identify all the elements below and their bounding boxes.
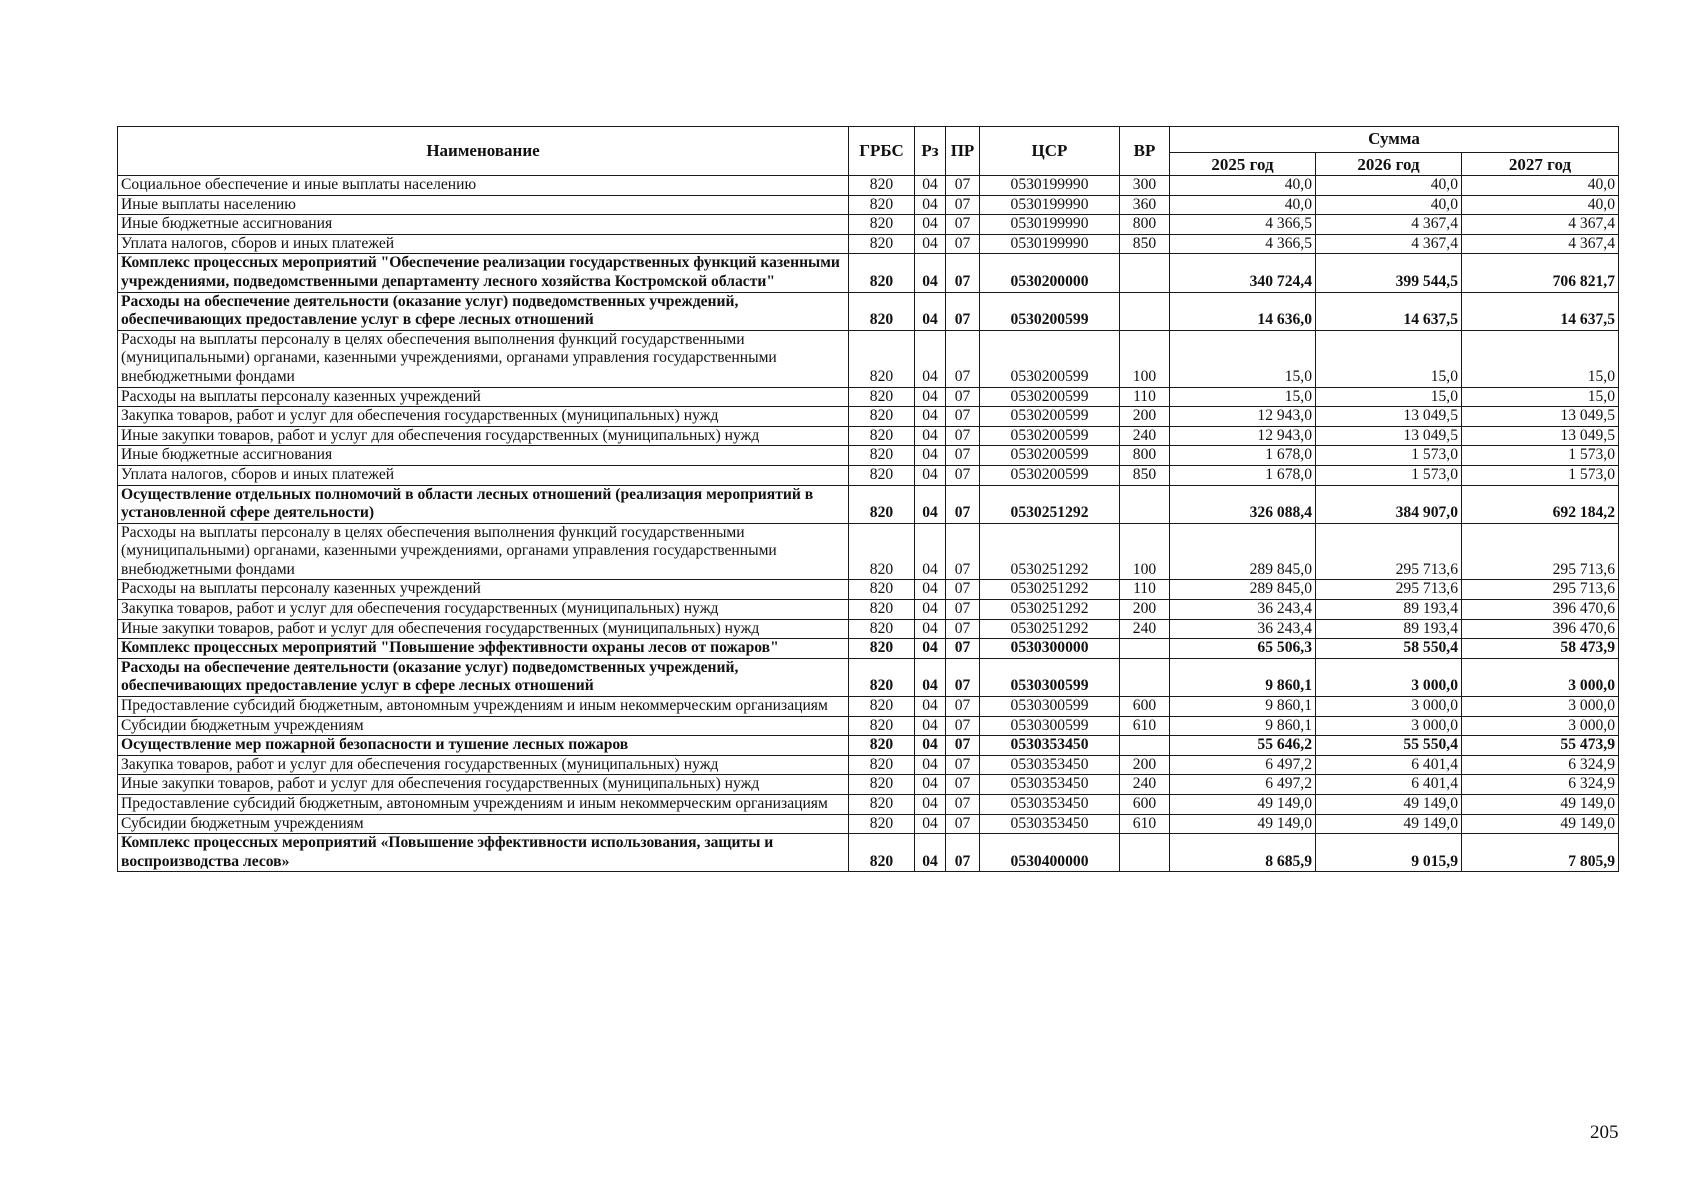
- row-pr: 07: [946, 387, 980, 407]
- row-grbs: 820: [849, 465, 915, 485]
- table-row: [118, 639, 1619, 659]
- row-pr: 07: [946, 195, 980, 215]
- table-row: [118, 234, 1619, 254]
- row-vr: [1120, 736, 1170, 756]
- row-sum-2026: 384 907,0: [1316, 485, 1462, 523]
- row-name: Социальное обеспечение и иные выплаты населению: [118, 176, 849, 196]
- header-year-2025: 2025 год: [1170, 153, 1316, 176]
- row-grbs: 820: [849, 697, 915, 717]
- row-sum-2026: 40,0: [1316, 195, 1462, 215]
- row-pr: 07: [946, 658, 980, 696]
- row-sum-2027: 13 049,5: [1462, 426, 1619, 446]
- row-sum-2026: 49 149,0: [1316, 795, 1462, 815]
- row-csr: 0530353450: [980, 775, 1120, 795]
- row-csr: 0530200599: [980, 407, 1120, 427]
- row-csr: 0530200599: [980, 292, 1120, 330]
- row-csr: 0530251292: [980, 485, 1120, 523]
- row-rz: 04: [915, 716, 946, 736]
- table-row: [118, 292, 1619, 330]
- row-grbs: 820: [849, 446, 915, 466]
- row-pr: 07: [946, 795, 980, 815]
- row-grbs: 820: [849, 795, 915, 815]
- row-sum-2027: 3 000,0: [1462, 697, 1619, 717]
- row-csr: 0530251292: [980, 619, 1120, 639]
- row-sum-2025: 15,0: [1170, 387, 1316, 407]
- row-sum-2026: 15,0: [1316, 387, 1462, 407]
- row-sum-2026: 13 049,5: [1316, 426, 1462, 446]
- row-sum-2025: 4 366,5: [1170, 215, 1316, 235]
- row-vr: 800: [1120, 446, 1170, 466]
- table-row: [118, 407, 1619, 427]
- row-rz: 04: [915, 619, 946, 639]
- row-vr: [1120, 834, 1170, 872]
- header-vr: ВР: [1120, 127, 1170, 176]
- row-pr: 07: [946, 407, 980, 427]
- row-grbs: 820: [849, 215, 915, 235]
- row-sum-2027: 40,0: [1462, 195, 1619, 215]
- row-sum-2025: 40,0: [1170, 195, 1316, 215]
- row-sum-2027: 295 713,6: [1462, 580, 1619, 600]
- row-grbs: 820: [849, 814, 915, 834]
- row-csr: 0530300000: [980, 639, 1120, 659]
- row-sum-2026: 15,0: [1316, 330, 1462, 387]
- row-vr: 610: [1120, 814, 1170, 834]
- row-rz: 04: [915, 658, 946, 696]
- row-rz: 04: [915, 215, 946, 235]
- row-rz: 04: [915, 600, 946, 620]
- row-grbs: 820: [849, 176, 915, 196]
- row-rz: 04: [915, 795, 946, 815]
- row-grbs: 820: [849, 736, 915, 756]
- row-grbs: 820: [849, 195, 915, 215]
- row-sum-2026: 6 401,4: [1316, 775, 1462, 795]
- row-name: Расходы на выплаты персоналу в целях обеспечения выполнения функций государственными (муниципальными) органами, казенными учреждениями, органами управления государственными внебюджетными фондами: [118, 330, 849, 387]
- row-name: Расходы на выплаты персоналу казенных учреждений: [118, 580, 849, 600]
- header-rz: Рз: [915, 127, 946, 176]
- row-sum-2027: 49 149,0: [1462, 814, 1619, 834]
- row-sum-2025: 9 860,1: [1170, 658, 1316, 696]
- row-csr: 0530200599: [980, 426, 1120, 446]
- table-row: [118, 716, 1619, 736]
- table-row: [118, 195, 1619, 215]
- row-csr: 0530300599: [980, 658, 1120, 696]
- row-name: Субсидии бюджетным учреждениям: [118, 814, 849, 834]
- row-sum-2027: 295 713,6: [1462, 523, 1619, 580]
- row-sum-2026: 89 193,4: [1316, 619, 1462, 639]
- row-sum-2025: 12 943,0: [1170, 407, 1316, 427]
- row-sum-2027: 6 324,9: [1462, 755, 1619, 775]
- header-csr: ЦСР: [980, 127, 1120, 176]
- row-sum-2026: 3 000,0: [1316, 658, 1462, 696]
- row-pr: 07: [946, 254, 980, 292]
- row-sum-2026: 399 544,5: [1316, 254, 1462, 292]
- table-row: [118, 580, 1619, 600]
- row-vr: 300: [1120, 176, 1170, 196]
- table-row: [118, 775, 1619, 795]
- row-name: Расходы на выплаты персоналу в целях обеспечения выполнения функций государственными (муниципальными) органами, казенными учреждениями, органами управления государственными внебюджетными фондами: [118, 523, 849, 580]
- row-name: Закупка товаров, работ и услуг для обеспечения государственных (муниципальных) нужд: [118, 755, 849, 775]
- row-grbs: 820: [849, 254, 915, 292]
- row-rz: 04: [915, 195, 946, 215]
- row-csr: 0530300599: [980, 697, 1120, 717]
- row-vr: 110: [1120, 387, 1170, 407]
- row-sum-2027: 706 821,7: [1462, 254, 1619, 292]
- row-csr: 0530200599: [980, 465, 1120, 485]
- row-sum-2025: 65 506,3: [1170, 639, 1316, 659]
- row-pr: 07: [946, 814, 980, 834]
- table-row: [118, 795, 1619, 815]
- table-body: [118, 176, 1619, 872]
- row-rz: 04: [915, 426, 946, 446]
- row-csr: 0530199990: [980, 195, 1120, 215]
- row-name: Комплекс процессных мероприятий "Обеспечение реализации государственных функций казенными учреждениями, подведомственными департаменту лесного хозяйства Костромской области": [118, 254, 849, 292]
- row-grbs: 820: [849, 600, 915, 620]
- row-pr: 07: [946, 292, 980, 330]
- row-sum-2025: 36 243,4: [1170, 600, 1316, 620]
- row-sum-2026: 58 550,4: [1316, 639, 1462, 659]
- row-sum-2026: 1 573,0: [1316, 446, 1462, 466]
- row-csr: 0530353450: [980, 736, 1120, 756]
- table-row: [118, 834, 1619, 872]
- row-grbs: 820: [849, 523, 915, 580]
- row-sum-2025: 49 149,0: [1170, 814, 1316, 834]
- row-name: Расходы на обеспечение деятельности (оказание услуг) подведомственных учреждений, обеспечивающих предоставление услуг в сфере лесных отношений: [118, 292, 849, 330]
- table-row: [118, 465, 1619, 485]
- row-csr: 0530251292: [980, 600, 1120, 620]
- row-pr: 07: [946, 330, 980, 387]
- row-name: Осуществление отдельных полномочий в области лесных отношений (реализация мероприятий в установленной сфере деятельности): [118, 485, 849, 523]
- row-pr: 07: [946, 176, 980, 196]
- row-name: Субсидии бюджетным учреждениям: [118, 716, 849, 736]
- row-name: Уплата налогов, сборов и иных платежей: [118, 234, 849, 254]
- row-sum-2027: 692 184,2: [1462, 485, 1619, 523]
- row-pr: 07: [946, 600, 980, 620]
- row-sum-2026: 1 573,0: [1316, 465, 1462, 485]
- row-csr: 0530353450: [980, 755, 1120, 775]
- row-sum-2027: 15,0: [1462, 387, 1619, 407]
- table-row: [118, 426, 1619, 446]
- row-csr: 0530200000: [980, 254, 1120, 292]
- row-grbs: 820: [849, 834, 915, 872]
- header-year-2026: 2026 год: [1316, 153, 1462, 176]
- row-sum-2026: 6 401,4: [1316, 755, 1462, 775]
- row-name: Расходы на обеспечение деятельности (оказание услуг) подведомственных учреждений, обеспечивающих предоставление услуг в сфере лесных отношений: [118, 658, 849, 696]
- header-name: Наименование: [118, 127, 849, 176]
- table-row: [118, 330, 1619, 387]
- row-grbs: 820: [849, 426, 915, 446]
- row-pr: 07: [946, 485, 980, 523]
- row-sum-2025: 12 943,0: [1170, 426, 1316, 446]
- row-sum-2027: 3 000,0: [1462, 658, 1619, 696]
- table-row: [118, 600, 1619, 620]
- row-vr: 800: [1120, 215, 1170, 235]
- row-sum-2026: 9 015,9: [1316, 834, 1462, 872]
- row-sum-2026: 295 713,6: [1316, 580, 1462, 600]
- row-sum-2026: 40,0: [1316, 176, 1462, 196]
- row-rz: 04: [915, 407, 946, 427]
- row-sum-2027: 15,0: [1462, 330, 1619, 387]
- row-vr: 200: [1120, 755, 1170, 775]
- row-sum-2026: 13 049,5: [1316, 407, 1462, 427]
- row-sum-2026: 3 000,0: [1316, 697, 1462, 717]
- row-sum-2027: 14 637,5: [1462, 292, 1619, 330]
- row-sum-2025: 36 243,4: [1170, 619, 1316, 639]
- row-rz: 04: [915, 485, 946, 523]
- row-rz: 04: [915, 465, 946, 485]
- row-name: Иные закупки товаров, работ и услуг для обеспечения государственных (муниципальных) нужд: [118, 426, 849, 446]
- row-rz: 04: [915, 234, 946, 254]
- row-csr: 0530300599: [980, 716, 1120, 736]
- row-sum-2025: 289 845,0: [1170, 523, 1316, 580]
- row-sum-2025: 1 678,0: [1170, 465, 1316, 485]
- row-name: Расходы на выплаты персоналу казенных учреждений: [118, 387, 849, 407]
- table-row: [118, 658, 1619, 696]
- table-row: [118, 254, 1619, 292]
- row-sum-2027: 396 470,6: [1462, 619, 1619, 639]
- row-name: Иные бюджетные ассигнования: [118, 215, 849, 235]
- row-grbs: 820: [849, 580, 915, 600]
- row-rz: 04: [915, 523, 946, 580]
- row-sum-2025: 9 860,1: [1170, 716, 1316, 736]
- row-name: Иные бюджетные ассигнования: [118, 446, 849, 466]
- row-vr: 200: [1120, 600, 1170, 620]
- table-row: [118, 523, 1619, 580]
- row-grbs: 820: [849, 387, 915, 407]
- row-sum-2025: 6 497,2: [1170, 775, 1316, 795]
- row-sum-2027: 1 573,0: [1462, 465, 1619, 485]
- row-sum-2026: 49 149,0: [1316, 814, 1462, 834]
- table-row: [118, 619, 1619, 639]
- row-csr: 0530353450: [980, 814, 1120, 834]
- row-pr: 07: [946, 639, 980, 659]
- row-csr: 0530400000: [980, 834, 1120, 872]
- row-csr: 0530251292: [980, 580, 1120, 600]
- table-row: [118, 814, 1619, 834]
- row-sum-2027: 58 473,9: [1462, 639, 1619, 659]
- row-rz: 04: [915, 387, 946, 407]
- row-rz: 04: [915, 697, 946, 717]
- header-year-2027: 2027 год: [1462, 153, 1619, 176]
- row-csr: 0530200599: [980, 330, 1120, 387]
- row-sum-2027: 396 470,6: [1462, 600, 1619, 620]
- row-vr: 850: [1120, 234, 1170, 254]
- table-row: [118, 176, 1619, 196]
- page-number: 205: [1590, 1122, 1619, 1143]
- row-pr: 07: [946, 755, 980, 775]
- row-name: Закупка товаров, работ и услуг для обеспечения государственных (муниципальных) нужд: [118, 600, 849, 620]
- row-sum-2025: 9 860,1: [1170, 697, 1316, 717]
- row-rz: 04: [915, 330, 946, 387]
- row-grbs: 820: [849, 658, 915, 696]
- row-rz: 04: [915, 446, 946, 466]
- row-vr: 240: [1120, 619, 1170, 639]
- row-pr: 07: [946, 697, 980, 717]
- row-vr: 600: [1120, 795, 1170, 815]
- row-grbs: 820: [849, 755, 915, 775]
- row-grbs: 820: [849, 330, 915, 387]
- row-rz: 04: [915, 580, 946, 600]
- row-sum-2027: 4 367,4: [1462, 215, 1619, 235]
- row-sum-2025: 1 678,0: [1170, 446, 1316, 466]
- row-rz: 04: [915, 176, 946, 196]
- row-sum-2027: 6 324,9: [1462, 775, 1619, 795]
- row-csr: 0530199990: [980, 176, 1120, 196]
- table-row: [118, 215, 1619, 235]
- row-sum-2025: 6 497,2: [1170, 755, 1316, 775]
- row-vr: 360: [1120, 195, 1170, 215]
- table-row: [118, 446, 1619, 466]
- row-csr: 0530200599: [980, 446, 1120, 466]
- header-sum: Сумма: [1170, 127, 1619, 153]
- row-grbs: 820: [849, 234, 915, 254]
- row-vr: 610: [1120, 716, 1170, 736]
- row-grbs: 820: [849, 407, 915, 427]
- row-vr: [1120, 658, 1170, 696]
- row-sum-2027: 49 149,0: [1462, 795, 1619, 815]
- row-grbs: 820: [849, 485, 915, 523]
- table-row: [118, 485, 1619, 523]
- row-pr: 07: [946, 215, 980, 235]
- row-grbs: 820: [849, 292, 915, 330]
- row-vr: [1120, 639, 1170, 659]
- row-csr: 0530251292: [980, 523, 1120, 580]
- row-pr: 07: [946, 834, 980, 872]
- row-sum-2027: 55 473,9: [1462, 736, 1619, 756]
- row-name: Иные закупки товаров, работ и услуг для обеспечения государственных (муниципальных) нужд: [118, 619, 849, 639]
- header-pr: ПР: [946, 127, 980, 176]
- row-rz: 04: [915, 775, 946, 795]
- row-pr: 07: [946, 775, 980, 795]
- row-sum-2026: 4 367,4: [1316, 215, 1462, 235]
- row-name: Комплекс процессных мероприятий "Повышение эффективности охраны лесов от пожаров": [118, 639, 849, 659]
- header-grbs: ГРБС: [849, 127, 915, 176]
- row-sum-2027: 3 000,0: [1462, 716, 1619, 736]
- row-pr: 07: [946, 234, 980, 254]
- row-rz: 04: [915, 292, 946, 330]
- row-vr: 600: [1120, 697, 1170, 717]
- row-pr: 07: [946, 619, 980, 639]
- row-csr: 0530199990: [980, 215, 1120, 235]
- row-name: Иные закупки товаров, работ и услуг для обеспечения государственных (муниципальных) нужд: [118, 775, 849, 795]
- row-rz: 04: [915, 814, 946, 834]
- row-pr: 07: [946, 465, 980, 485]
- row-sum-2025: 49 149,0: [1170, 795, 1316, 815]
- row-pr: 07: [946, 523, 980, 580]
- row-vr: [1120, 292, 1170, 330]
- row-grbs: 820: [849, 775, 915, 795]
- row-rz: 04: [915, 254, 946, 292]
- row-sum-2026: 295 713,6: [1316, 523, 1462, 580]
- row-sum-2025: 55 646,2: [1170, 736, 1316, 756]
- row-vr: 100: [1120, 523, 1170, 580]
- row-vr: 200: [1120, 407, 1170, 427]
- row-sum-2026: 89 193,4: [1316, 600, 1462, 620]
- table-row: [118, 736, 1619, 756]
- row-pr: 07: [946, 426, 980, 446]
- row-sum-2025: 289 845,0: [1170, 580, 1316, 600]
- row-pr: 07: [946, 580, 980, 600]
- row-rz: 04: [915, 755, 946, 775]
- row-vr: 110: [1120, 580, 1170, 600]
- row-vr: [1120, 485, 1170, 523]
- row-sum-2025: 15,0: [1170, 330, 1316, 387]
- row-sum-2025: 8 685,9: [1170, 834, 1316, 872]
- row-name: Осуществление мер пожарной безопасности и тушение лесных пожаров: [118, 736, 849, 756]
- row-sum-2025: 4 366,5: [1170, 234, 1316, 254]
- row-sum-2027: 4 367,4: [1462, 234, 1619, 254]
- row-csr: 0530353450: [980, 795, 1120, 815]
- row-pr: 07: [946, 736, 980, 756]
- row-vr: 100: [1120, 330, 1170, 387]
- row-vr: [1120, 254, 1170, 292]
- budget-table: [117, 126, 1619, 872]
- row-sum-2027: 40,0: [1462, 176, 1619, 196]
- row-sum-2025: 340 724,4: [1170, 254, 1316, 292]
- row-vr: 240: [1120, 775, 1170, 795]
- row-sum-2027: 1 573,0: [1462, 446, 1619, 466]
- table-row: [118, 697, 1619, 717]
- row-sum-2026: 14 637,5: [1316, 292, 1462, 330]
- table-row: [118, 755, 1619, 775]
- row-grbs: 820: [849, 716, 915, 736]
- row-csr: 0530200599: [980, 387, 1120, 407]
- table-row: [118, 387, 1619, 407]
- row-sum-2027: 7 805,9: [1462, 834, 1619, 872]
- table-header: [118, 127, 1619, 176]
- row-pr: 07: [946, 446, 980, 466]
- row-sum-2026: 3 000,0: [1316, 716, 1462, 736]
- row-rz: 04: [915, 639, 946, 659]
- row-csr: 0530199990: [980, 234, 1120, 254]
- row-vr: 240: [1120, 426, 1170, 446]
- row-rz: 04: [915, 736, 946, 756]
- row-name: Уплата налогов, сборов и иных платежей: [118, 465, 849, 485]
- row-grbs: 820: [849, 619, 915, 639]
- row-name: Предоставление субсидий бюджетным, автономным учреждениям и иным некоммерческим организациям: [118, 697, 849, 717]
- row-sum-2025: 14 636,0: [1170, 292, 1316, 330]
- row-sum-2025: 40,0: [1170, 176, 1316, 196]
- row-name: Комплекс процессных мероприятий «Повышение эффективности использования, защиты и воспроизводства лесов»: [118, 834, 849, 872]
- row-sum-2027: 13 049,5: [1462, 407, 1619, 427]
- row-name: Иные выплаты населению: [118, 195, 849, 215]
- row-vr: 850: [1120, 465, 1170, 485]
- row-sum-2025: 326 088,4: [1170, 485, 1316, 523]
- row-name: Предоставление субсидий бюджетным, автономным учреждениям и иным некоммерческим организациям: [118, 795, 849, 815]
- row-rz: 04: [915, 834, 946, 872]
- row-sum-2026: 4 367,4: [1316, 234, 1462, 254]
- row-sum-2026: 55 550,4: [1316, 736, 1462, 756]
- row-pr: 07: [946, 716, 980, 736]
- row-grbs: 820: [849, 639, 915, 659]
- row-name: Закупка товаров, работ и услуг для обеспечения государственных (муниципальных) нужд: [118, 407, 849, 427]
